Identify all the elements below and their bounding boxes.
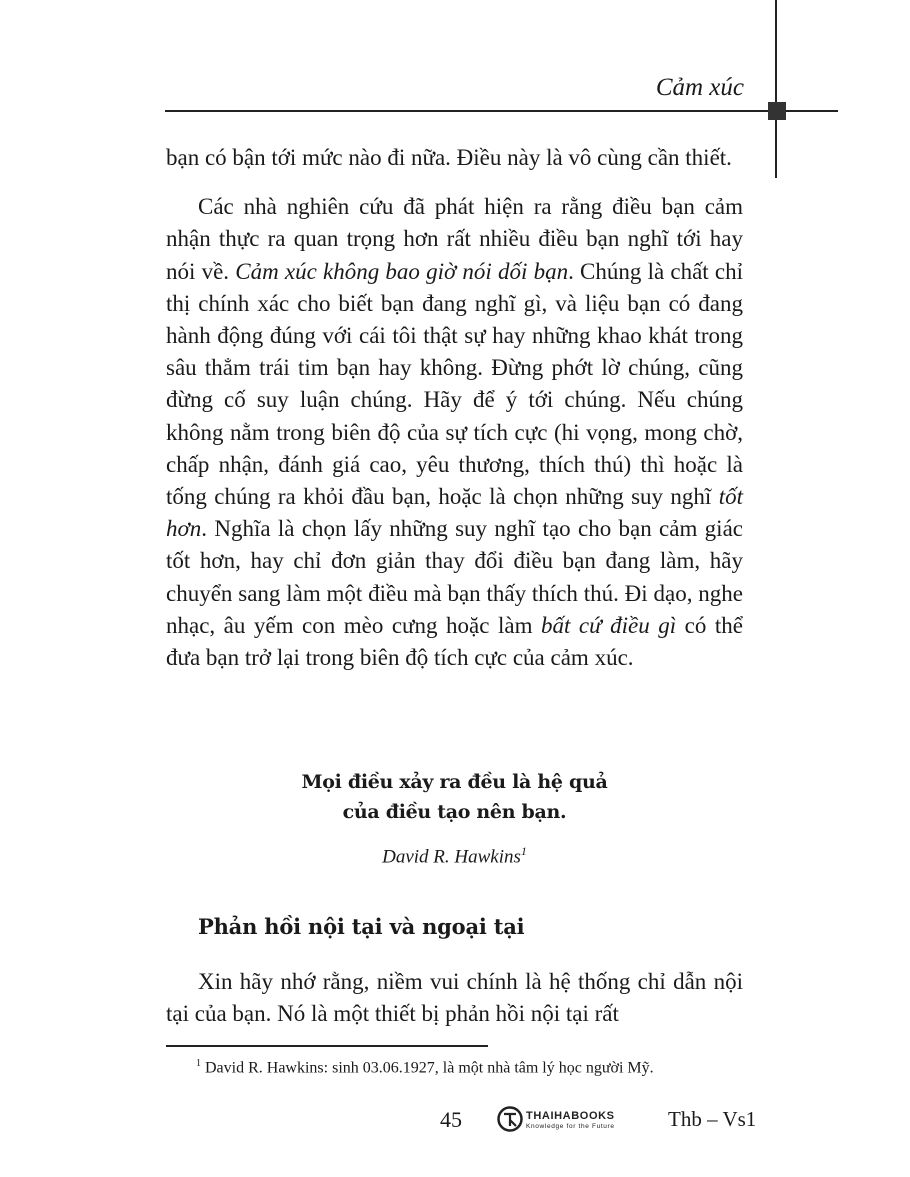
quote-author-name: David R. Hawkins <box>382 846 521 868</box>
section-paragraph: Xin hãy nhớ rằng, niềm vui chính là hệ thống chỉ dẫn nội tại của bạn. Nó là một thiết bị phản hồi nội tại rất <box>166 969 743 1027</box>
footnote <box>196 1058 654 1077</box>
paragraph-2-part-e: . Nghĩa là chọn lấy những suy nghĩ tạo cho bạn cảm giác tốt hơn, hay chỉ đơn giản thay đổi điều bạn đang làm, hãy chuyển sang làm một điều mà bạn thấy thích thú. Đi dạo, nghe nhạc, âu yếm con mèo cưng hoặc làm <box>166 516 743 638</box>
quote-line-1: Mọi điều xảy ra đều là hệ quả <box>301 771 608 793</box>
paragraph-2-part-g: có thể đưa bạn trở lại trong biên độ tích cực của cảm xúc. <box>166 612 743 671</box>
running-head: Cảm xúc <box>655 74 744 101</box>
logo-tagline: Knowledge for the Future <box>526 1123 614 1130</box>
paragraph-1: bạn có bận tới mức nào đi nữa. Điều này là vô cùng cần thiết. <box>166 145 732 170</box>
footnote-reference: 1 <box>520 844 527 858</box>
quote-author <box>166 844 743 868</box>
footnote-text: David R. Hawkins: sinh 03.06.1927, là một nhà tâm lý học người Mỹ. <box>201 1059 654 1077</box>
section-body <box>166 966 743 1030</box>
paragraph-2-part-c: . Chúng là chất chỉ thị chính xác cho biết bạn đang nghĩ gì, và liệu bạn có đang hành động đúng với cái tôi thật sự hay những khao khát trong sâu thẳm trái tim bạn hay không. Đừng phớt lờ chúng, cũng đừng cố suy luận chúng. Hãy để ý tới chúng. Nếu chúng không nằm trong biên độ của sự tích cực (hi vọng, mong chờ, chấp nhận, đánh giá cao, yêu thương, thích thú) thì hoặc là tống chúng ra khỏi đầu bạn, hoặc là chọn những suy nghĩ <box>166 258 743 510</box>
crop-mark-square <box>768 102 786 120</box>
publisher-logo <box>497 1105 617 1133</box>
crop-mark-vertical <box>775 0 777 178</box>
header-rule <box>165 110 838 112</box>
body-text <box>166 142 743 674</box>
imprint-code: Thb – Vs1 <box>668 1107 757 1131</box>
paragraph-2-part-a: Các nhà nghiên cứu đã phát hiện ra rằng điều bạn cảm nhận thực ra quan trọng hơn rất nhiều điều bạn nghĩ tới hay nói về. <box>166 194 743 284</box>
pull-quote <box>166 767 743 827</box>
footnote-rule <box>166 1045 488 1047</box>
emphasis-2: tốt hơn <box>166 484 743 542</box>
emphasis-1: Cảm xúc không bao giờ nói dối bạn <box>235 258 569 284</box>
page-number: 45 <box>440 1107 462 1132</box>
paragraph-2 <box>166 191 743 674</box>
quote-line-2: của điều tạo nên bạn. <box>342 801 567 823</box>
logo-wordmark: THAIHABOOKS <box>526 1110 614 1122</box>
footnote-marker: 1 <box>196 1058 201 1069</box>
emphasis-3: bất cứ điều gì <box>540 612 677 638</box>
section-heading: Phản hồi nội tại và ngoại tại <box>198 914 525 939</box>
